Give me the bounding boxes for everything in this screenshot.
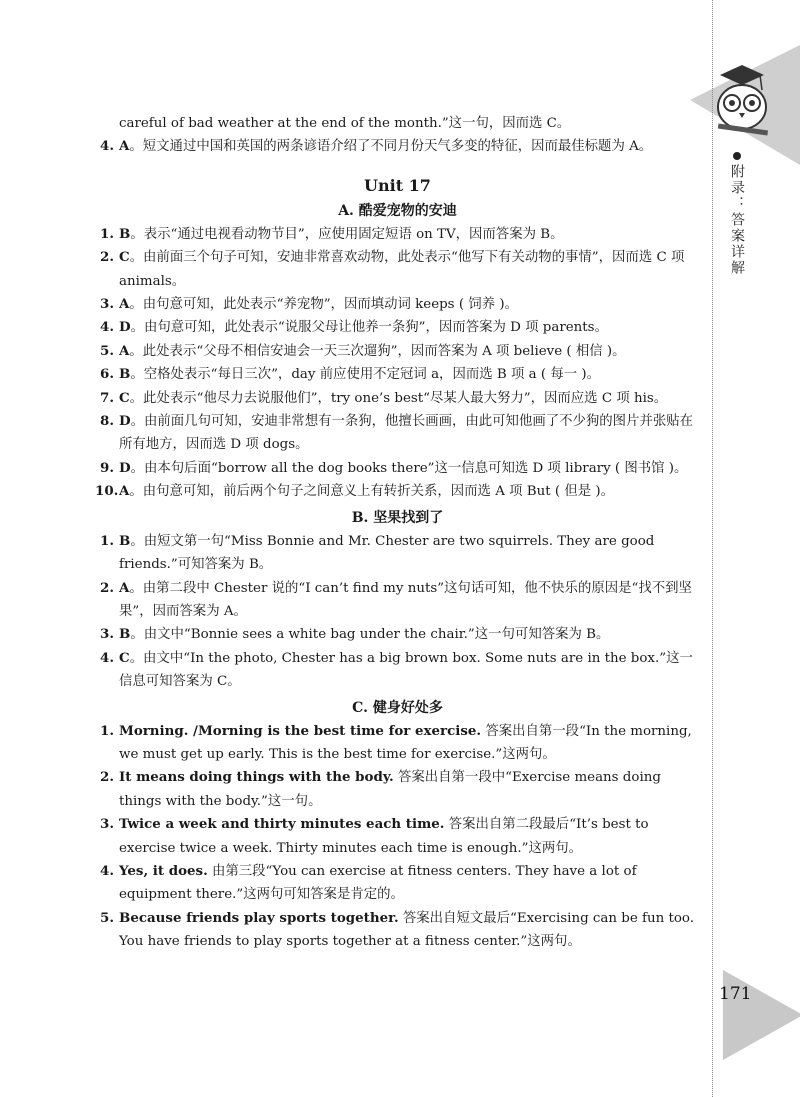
list-item: 5. Because friends play sports together. 答案出自短文最后“Exercising can be fun too. You have friends to play sports together at a fitness center.”这两句。 xyxy=(100,909,694,950)
list-item: careful of bad weather at the end of the month.”这一句，因而选 C。 xyxy=(119,116,571,131)
list-item: 9. D。由本句后面“borrow all the dog books there”这一信息可知选 D 项 library ( 图书馆 )。 xyxy=(100,459,688,476)
list-item: 3. A。由句意可知，此处表示“养宠物”，因而填动词 keeps ( 饲养 )。 xyxy=(100,296,518,313)
list-item: 5. A。此处表示“父母不相信安迪会一天三次遛狗”，因而答案为 A 项 believe ( 相信 )。 xyxy=(100,342,626,359)
owl-mascot-icon xyxy=(690,45,800,165)
unit-title: Unit 17 xyxy=(364,175,431,195)
list-item: 2. C。由前面三个句子可知，安迪非常喜欢动物，此处表示“他写下有关动物的事情”，因而选 C 项 animals。 xyxy=(100,249,685,289)
section-c-title: C. 健身好处多 xyxy=(352,699,443,716)
answer-content xyxy=(95,112,700,954)
bullet-dot-icon xyxy=(733,152,741,160)
page-corner-triangle-icon xyxy=(723,955,800,1075)
list-item: 2. A。由第二段中 Chester 说的“I can’t find my nuts”这句话可知，他不快乐的原因是“找不到坚果”，因而答案为 A。 xyxy=(100,579,692,619)
section-b-title: B. 坚果找到了 xyxy=(351,509,444,526)
list-item: 4. Yes, it does. 由第三段“You can exercise at fitness centers. They have a lot of equipment there.”这两句可知答案是肯定的。 xyxy=(100,862,637,903)
side-label-text: 附录：答案详解 xyxy=(729,164,745,276)
side-section-label xyxy=(727,152,747,276)
list-item: 2. It means doing things with the body. 答案出自第一段中“Exercise means doing things with the body.”这一句。 xyxy=(100,769,661,809)
list-item: 7. C。此处表示“他尽力去说服他们”，try one’s best“尽某人最大努力”，因而应选 C 项 his。 xyxy=(100,389,668,406)
list-item: 1. B。表示“通过电视看动物节目”，应使用固定短语 on TV，因而答案为 B。 xyxy=(100,225,564,242)
list-item: 3. B。由文中“Bonnie sees a white bag under the chair.”这一句可知答案为 B。 xyxy=(100,626,610,643)
list-item: 8. D。由前面几句可知，安迪非常想有一条狗，他擅长画画，由此可知他画了不少狗的图片并张贴在所有地方，因而选 D 项 dogs。 xyxy=(100,413,694,453)
section-a-title: A. 酷爱宠物的安迪 xyxy=(338,202,457,219)
list-item: 1. B。由短文第一句“Miss Bonnie and Mr. Chester are two squirrels. They are good friends.”可知答案为 B。 xyxy=(100,532,655,573)
list-item: 3. Twice a week and thirty minutes each time. 答案出自第二段最后“It’s best to exercise twice a week. Thirty minutes each time is enough.”这两句。 xyxy=(100,816,649,856)
list-item: 4. C。由文中“In the photo, Chester has a big brown box. Some nuts are in the box.”这一信息可知答案为 C。 xyxy=(100,649,693,690)
page-number: 171 xyxy=(719,984,752,1004)
list-item: 10. A。由句意可知，前后两个句子之间意义上有转折关系，因而选 A 项 But ( 但是 )。 xyxy=(95,483,615,500)
list-item: 4. A。短文通过中国和英国的两条谚语介绍了不同月份天气多变的特征，因而最佳标题为 A。 xyxy=(100,138,653,155)
list-item: 1. Morning. /Morning is the best time for exercise. 答案出自第一段“In the morning, we must get up early. This is the best time for exercise.”这两句。 xyxy=(100,722,692,762)
list-item: 4. D。由句意可知，此处表示“说服父母让他养一条狗”，因而答案为 D 项 parents。 xyxy=(100,319,608,336)
list-item: 6. B。空格处表示“每日三次”，day 前应使用不定冠词 a，因而选 B 项 a ( 每一 )。 xyxy=(100,366,600,383)
